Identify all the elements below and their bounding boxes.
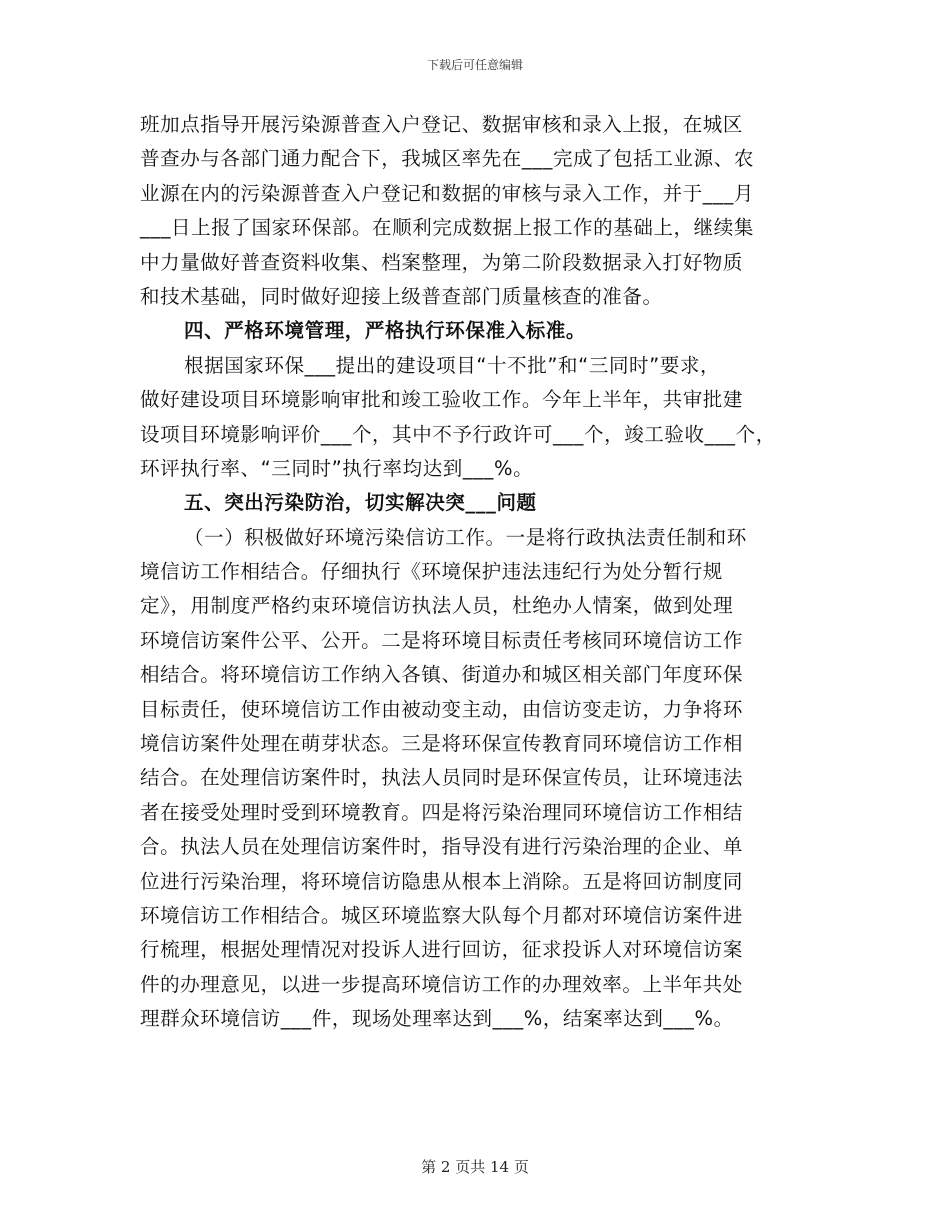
- text-line: 行梳理，根据处理情况对投诉人进行回访，征求投诉人对环境信访案: [140, 938, 744, 962]
- page-footer: 第 2 页共 14 页: [421, 1158, 529, 1176]
- document-body: [140, 108, 820, 1037]
- text-line: 班加点指导开展污染源普查入户登记、数据审核和录入上报，在城区: [140, 113, 744, 136]
- text-line: ___日上报了国家环保部。在顺利完成数据上报工作的基础上，继续集: [140, 216, 754, 240]
- text-line: 设项目环境影响评价___个，其中不予行政许可___个，竣工验收___个，: [140, 422, 776, 446]
- text-line: 和技术基础，同时做好迎接上级普查部门质量核查的准备。: [140, 284, 663, 308]
- text-line: （一）积极做好环境污染信访工作。一是将行政执法责任制和环: [184, 525, 747, 549]
- text-line: 业源在内的污染源普查入户登记和数据的审核与录入工作，并于___月: [140, 181, 754, 205]
- text-line: 定》，用制度严格约束环境信访执法人员，杜绝办人情案，做到处理: [140, 594, 734, 618]
- text-line: 理群众环境信访___件，现场处理率达到___%，结案率达到___%。: [140, 1007, 734, 1031]
- text-line: 做好建设项目环境影响审批和竣工验收工作。今年上半年，共审批建: [140, 388, 744, 412]
- text-line: 境信访工作相结合。仔细执行《环境保护违法违纪行为处分暂行规: [140, 560, 723, 584]
- text-line: 合。执法人员在处理信访案件时，指导没有进行污染治理的企业、单: [140, 835, 744, 859]
- text-line: 目标责任，使环境信访工作由被动变主动，由信访变走访，力争将环: [140, 697, 744, 721]
- text-line: 环境信访工作相结合。城区环境监察大队每个月都对环境信访案件进: [140, 903, 744, 927]
- text-line: 结合。在处理信访案件时，执法人员同时是环保宣传员，让环境违法: [140, 766, 744, 790]
- text-line: 中力量做好普查资料收集、档案整理，为第二阶段数据录入打好物质: [140, 250, 744, 274]
- text-line: 境信访案件处理在萌芽状态。三是将环保宣传教育同环境信访工作相: [140, 732, 744, 756]
- text-line: 根据国家环保___提出的建设项目“十不批”和“三同时”要求，: [184, 353, 721, 377]
- text-line: 者在接受处理时受到环境教育。四是将污染治理同环境信访工作相结: [140, 800, 744, 824]
- text-line: 位进行污染治理，将环境信访隐患从根本上消除。五是将回访制度同: [140, 869, 744, 893]
- section-heading: 五、突出污染防治，切实解决突___问题: [184, 491, 537, 515]
- text-line: 普查办与各部门通力配合下，我城区率先在___完成了包括工业源、农: [140, 147, 754, 171]
- page-header: 下载后可任意编辑: [426, 58, 523, 72]
- text-line: 环评执行率、“三同时”执行率均达到___%。: [140, 456, 534, 480]
- section-heading: 四、严格环境管理，严格执行环保准入标准。: [184, 319, 587, 343]
- text-line: 相结合。将环境信访工作纳入各镇、街道办和城区相关部门年度环保: [140, 663, 744, 687]
- text-line: 环境信访案件公平、公开。二是将环境目标责任考核同环境信访工作: [140, 628, 744, 652]
- text-line: 件的办理意见，以进一步提高环境信访工作的办理效率。上半年共处: [140, 972, 744, 996]
